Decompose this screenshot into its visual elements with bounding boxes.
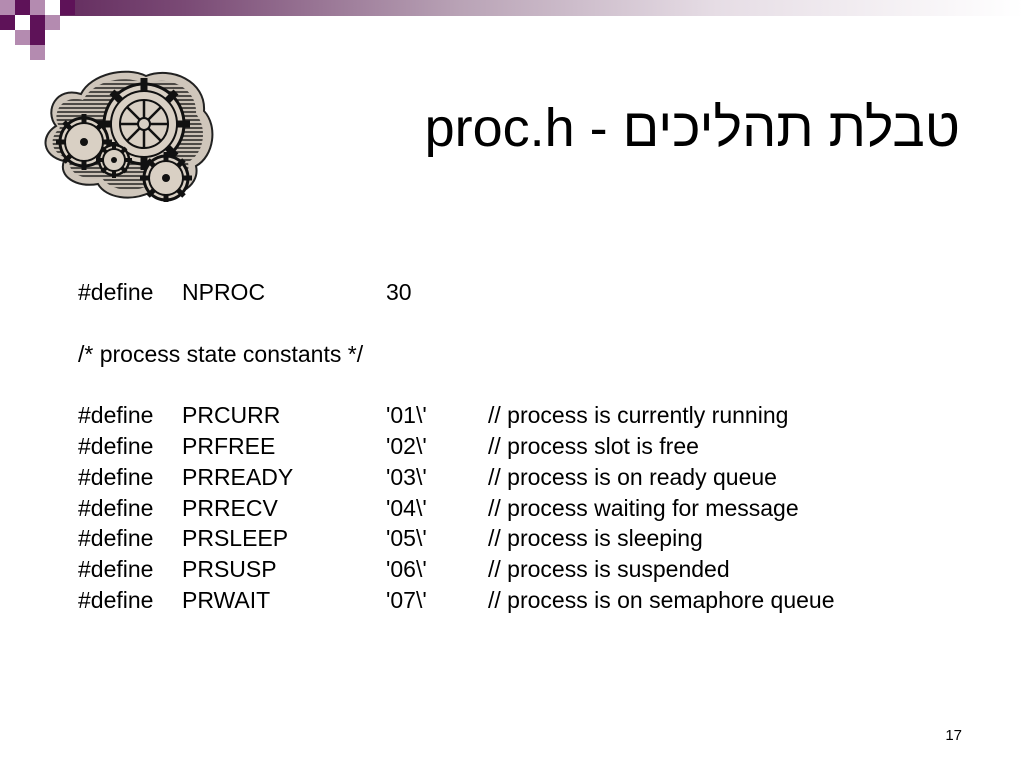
constant-value: '07\': [386, 586, 427, 613]
constant-name: PRRECV: [182, 494, 278, 521]
constant-value: '01\': [386, 402, 427, 429]
line-comment: // process is sleeping: [488, 525, 703, 552]
constant-name: PRWAIT: [182, 586, 271, 613]
line-comment: // process waiting for message: [488, 494, 799, 521]
define-directive: #define: [78, 494, 154, 521]
define-directive: #define: [78, 586, 154, 613]
constant-name: PRREADY: [182, 463, 294, 490]
top-decorative-band: [0, 0, 1024, 16]
constant-name: PRCURR: [182, 402, 281, 429]
constant-name: NPROC: [182, 279, 266, 305]
constant-name: PRSLEEP: [182, 525, 289, 552]
line-comment: // process is currently running: [488, 402, 789, 429]
line-comment: // process is suspended: [488, 556, 730, 583]
define-directive: #define: [78, 463, 154, 490]
line-comment: // process is on ready queue: [488, 463, 777, 490]
constant-value: '06\': [386, 556, 427, 583]
slide-title: proc.h - טבלת תהליכים: [424, 98, 960, 158]
constant-value: '02\': [386, 432, 427, 459]
define-directive: #define: [78, 279, 154, 305]
code-comment: /* process state constants */: [78, 340, 364, 367]
define-directive: #define: [78, 432, 154, 459]
constant-value: '05\': [386, 525, 427, 552]
define-directive: #define: [78, 402, 154, 429]
line-comment: // process is on semaphore queue: [488, 586, 835, 613]
define-directive: #define: [78, 556, 154, 583]
page-number: 17: [945, 727, 962, 744]
constant-value: '03\': [386, 463, 427, 490]
constant-value: 30: [386, 279, 412, 305]
constant-name: PRSUSP: [182, 556, 277, 583]
define-directive: #define: [78, 525, 154, 552]
gears-icon: [36, 66, 216, 202]
line-comment: // process slot is free: [488, 432, 699, 459]
constant-value: '04\': [386, 494, 427, 521]
constant-name: PRFREE: [182, 432, 276, 459]
